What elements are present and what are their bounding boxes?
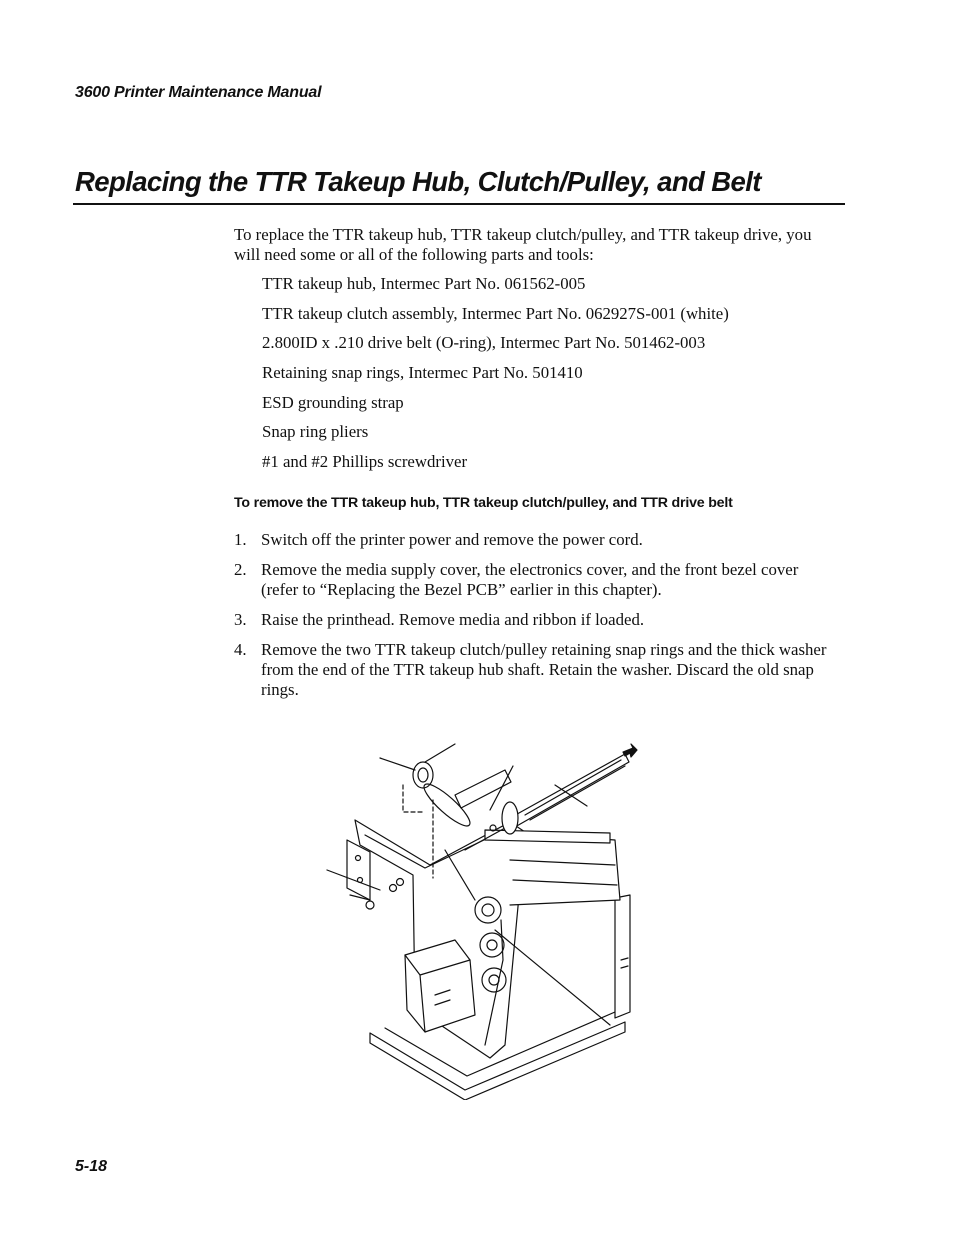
step-number: 3. [234,610,247,629]
procedure-heading: To remove the TTR takeup hub, TTR takeup clutch/pulley, and TTR drive belt [234,495,733,511]
list-item: 2.800ID x .210 drive belt (O-ring), Intermec Part No. 501462-003 [262,333,706,353]
printer-mechanism-icon [325,740,645,1100]
step-number: 1. [234,530,247,549]
step-number: 4. [234,640,247,659]
parts-list [262,274,729,482]
list-item: ESD grounding strap [262,392,404,412]
step-item [234,560,834,600]
printer-mechanism-figure [325,740,645,1100]
step-item [234,530,834,550]
step-text: Switch off the printer power and remove the power cord. [261,530,643,549]
list-item: TTR takeup clutch assembly, Intermec Part No. 062927S-001 (white) [262,303,729,323]
list-item: TTR takeup hub, Intermec Part No. 061562-005 [262,274,586,293]
intro-paragraph: To replace the TTR takeup hub, TTR takeup clutch/pulley, and TTR takeup drive, you will need some or all of the following parts and tools: [234,225,812,264]
title-underline [73,203,845,205]
running-header: 3600 Printer Maintenance Manual [75,84,322,101]
list-item: Retaining snap rings, Intermec Part No. 501410 [262,363,583,383]
procedure-steps [234,530,834,710]
list-item: #1 and #2 Phillips screwdriver [262,452,468,472]
step-item [234,640,834,700]
step-text: Remove the two TTR takeup clutch/pulley retaining snap rings and the thick washer from the end of the TTR takeup hub shaft. Retain the washer. Discard the old snap rings. [261,640,827,699]
step-text: Raise the printhead. Remove media and ribbon if loaded. [261,610,645,629]
step-number: 2. [234,560,247,579]
list-item: Snap ring pliers [262,422,369,442]
page-number: 5-18 [75,1158,108,1175]
step-item [234,610,834,630]
section-title: Replacing the TTR Takeup Hub, Clutch/Pulley, and Belt [75,166,761,197]
step-text: Remove the media supply cover, the electronics cover, and the front bezel cover (refer to “Replacing the Bezel PCB” earlier in this chapter). [261,560,799,599]
